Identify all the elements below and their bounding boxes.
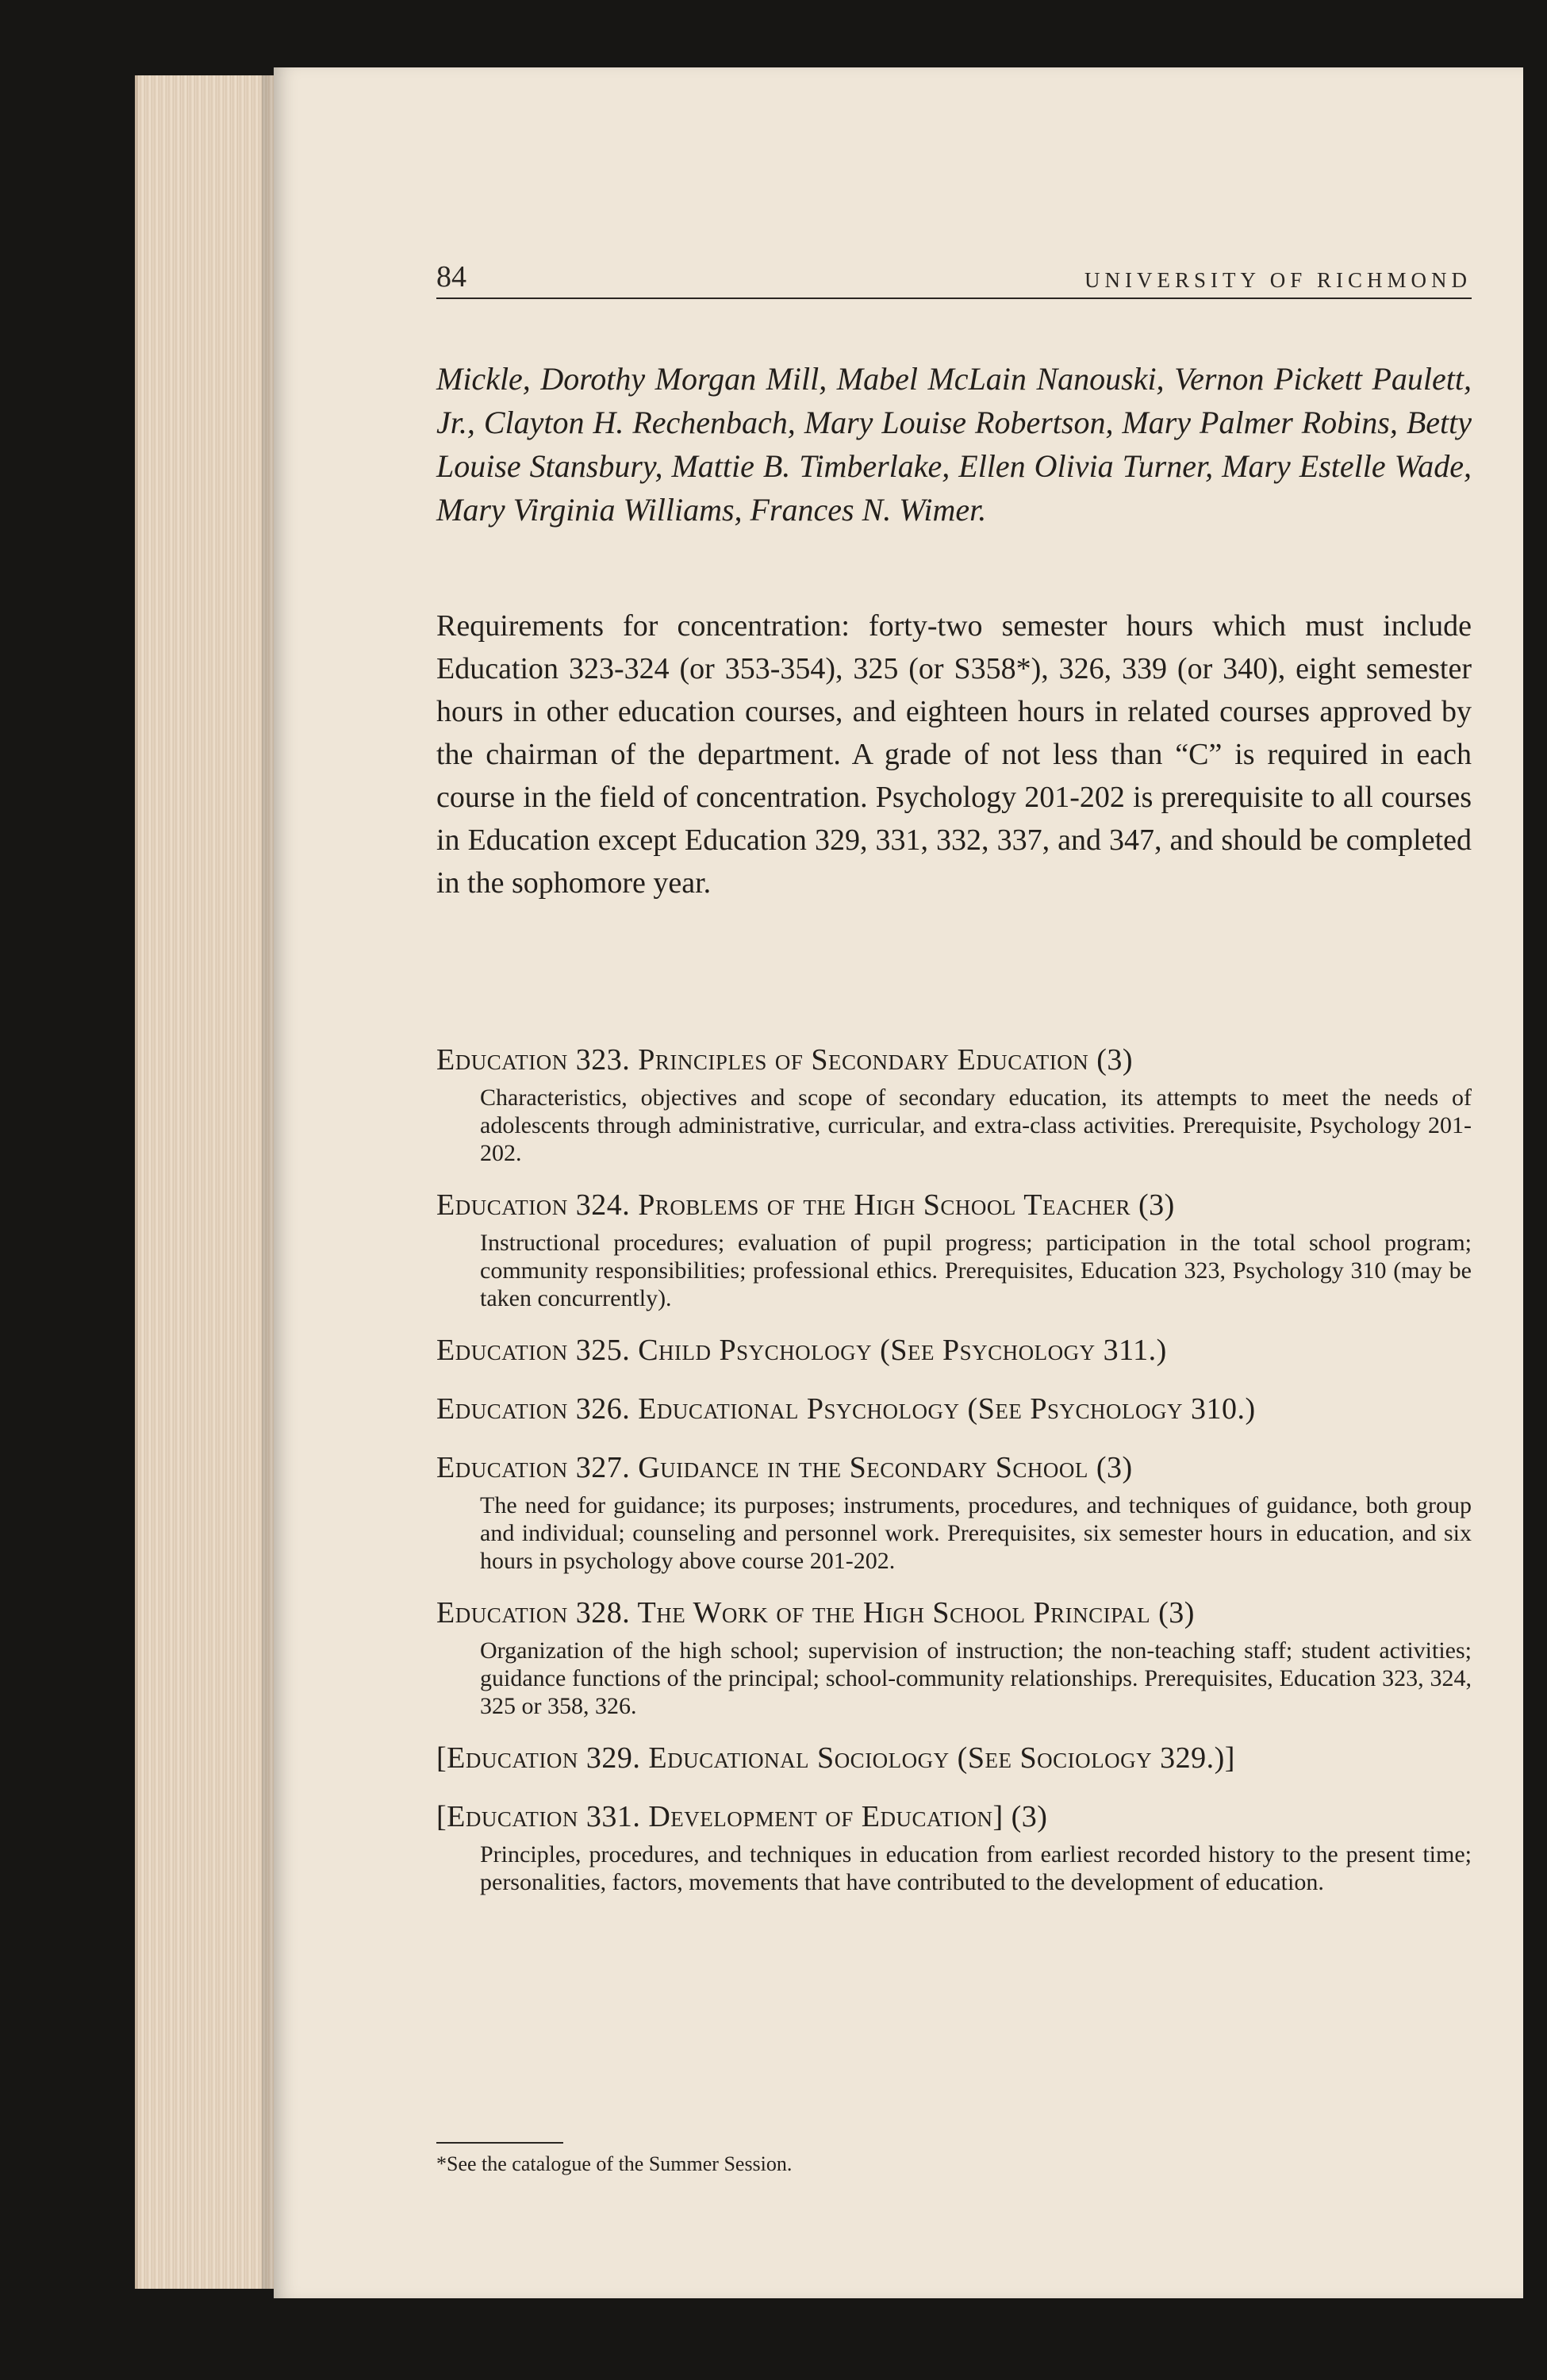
names-paragraph: Mickle, Dorothy Morgan Mill, Mabel McLain Nanouski, Vernon Pickett Paulett, Jr., Clayton H. Rechenbach, Mary Louise Robertson, Mary Palmer Robins, Betty Louise Stansbury, Mattie B. Timberlake, Ellen Olivia Turner, Mary Estelle Wade, Mary Virginia Williams, Frances N. Wimer. (436, 361, 1472, 528)
course-heading: Education 326. Educational Psychology (See Psychology 310.) (436, 1392, 1256, 1426)
running-head-title: UNIVERSITY OF RICHMOND (1084, 268, 1472, 292)
course-description: Principles, procedures, and techniques in education from earliest recorded history to the present time; personalities, factors, movements that have contributed to the development of education. (480, 1841, 1472, 1895)
course-heading: Education 323. Principles of Secondary Education (3) (436, 1043, 1134, 1077)
footnote: *See the catalogue of the Summer Session. (436, 2152, 793, 2175)
course-entry (436, 1330, 1472, 1371)
course-description: Instructional procedures; evaluation of pupil progress; participation in the total school program; community responsibilities; professional ethics. Prerequisites, Education 323, Psychology 310 (may be taken concurrently). (480, 1230, 1472, 1311)
footnote-rule (436, 2142, 563, 2144)
course-description: The need for guidance; its purposes; instruments, procedures, and techniques of guidance, both group and individual; counseling and personnel work. Prerequisites, six semester hours in education, and six hours in psychology above course 201-202. (480, 1492, 1472, 1574)
running-head (436, 258, 1472, 299)
course-description: Organization of the high school; supervision of instruction; the non-teaching staff; student activities; guidance functions of the principal; school-community relationships. Prerequisites, Education 323, 324, 325 or 358, 326. (480, 1637, 1472, 1719)
course-entry (436, 1592, 1472, 1720)
course-entry (436, 1184, 1472, 1312)
course-heading: Education 324. Problems of the High School Teacher (3) (436, 1188, 1175, 1222)
course-entry (436, 1737, 1472, 1779)
book-page (274, 67, 1523, 2298)
course-entry (436, 1447, 1472, 1575)
course-list (436, 1039, 1472, 1914)
requirements-paragraph: Requirements for concentration: forty-two semester hours which must include Education 323-324 (or 353-354), 325 (or S358*), 326, 339 (or 340), eight semester hours in other education courses, and eighteen hours in related courses approved by the chairman of the department. A grade of not less than “C” is required in each course in the field of concentration. Psychology 201-202 is prerequisite to all courses in Education except Education 329, 331, 332, 337, and 347, and should be completed in the sophomore year. (436, 609, 1472, 900)
course-entry (436, 1388, 1472, 1430)
course-entry (436, 1039, 1472, 1167)
course-heading: Education 328. The Work of the High School Principal (3) (436, 1596, 1195, 1630)
course-description: Characteristics, objectives and scope of secondary education, its attempts to meet the needs of adolescents through administrative, curricular, and extra-class activities. Prerequisite, Psychology 201-202. (480, 1084, 1472, 1166)
course-entry (436, 1796, 1472, 1896)
course-heading: Education 325. Child Psychology (See Psychology 311.) (436, 1334, 1167, 1367)
course-heading: Education 327. Guidance in the Secondary School (3) (436, 1451, 1133, 1484)
course-heading: [Education 331. Development of Education] (3) (436, 1800, 1048, 1833)
page-edges (135, 75, 281, 2289)
page-number: 84 (436, 260, 466, 294)
course-heading: [Education 329. Educational Sociology (See Sociology 329.)] (436, 1741, 1235, 1775)
